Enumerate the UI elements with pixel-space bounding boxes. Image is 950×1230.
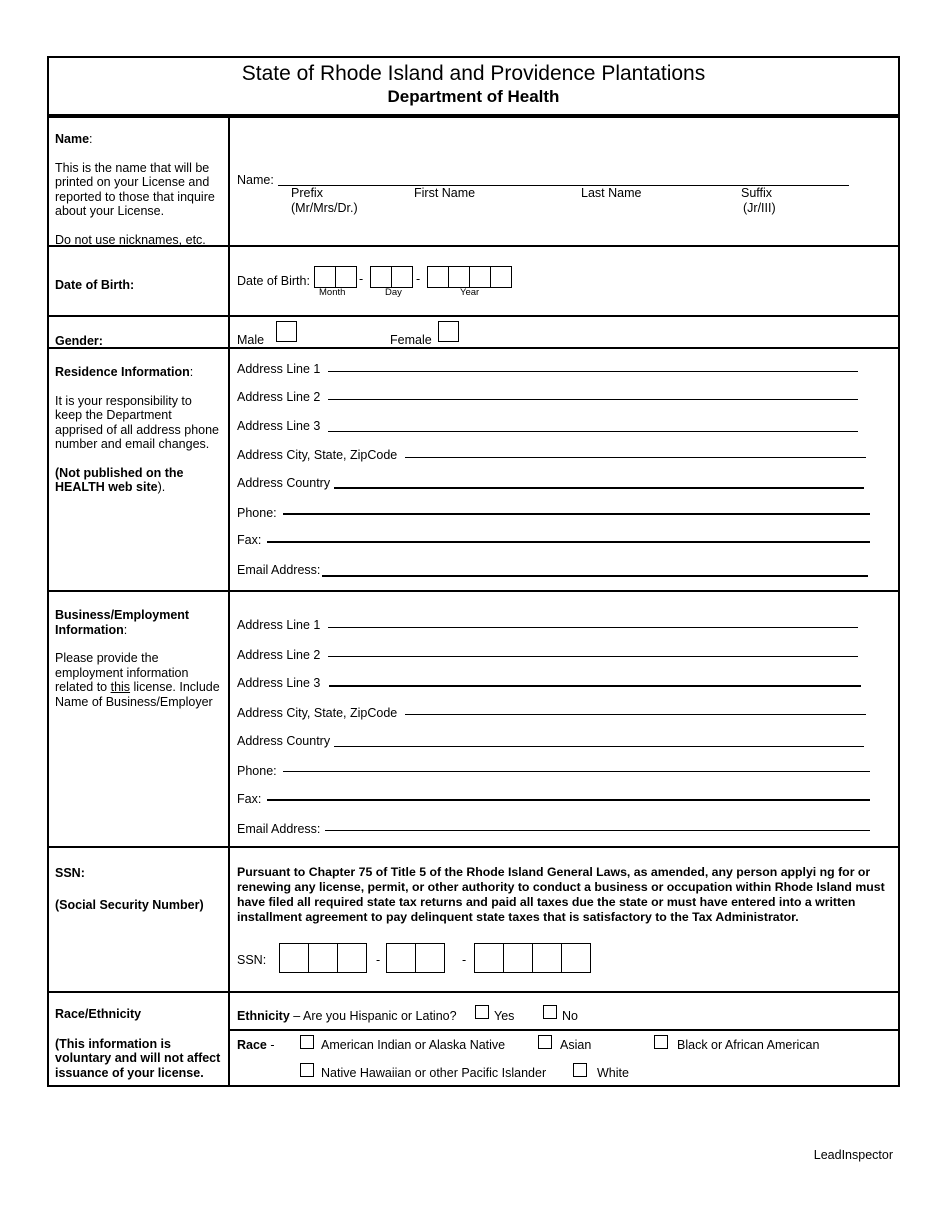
white-label: White — [597, 1066, 629, 1080]
dob-dash-1: - — [359, 272, 364, 286]
res-address-line-3-label: Address Line 3 — [237, 419, 321, 433]
suffix-label: Suffix — [741, 186, 773, 200]
bus-address-line-3-input[interactable] — [329, 685, 861, 687]
form-header — [49, 58, 898, 118]
dob-year-label: Year — [460, 287, 480, 298]
female-checkbox[interactable] — [438, 321, 459, 342]
name-note: Do not use nicknames, etc. — [55, 232, 206, 247]
res-address-line-1-label: Address Line 1 — [237, 362, 321, 376]
native-hawaiian-label: Native Hawaiian or other Pacific Islander — [321, 1066, 547, 1080]
name-label-cell — [49, 118, 230, 245]
business-description-1: Please provide the employment information related to — [55, 651, 189, 694]
ssn-box-5[interactable] — [415, 943, 445, 973]
res-phone-label: Phone: — [237, 506, 277, 520]
dob-year-box-4[interactable] — [490, 266, 512, 288]
ssn-box-9[interactable] — [561, 943, 591, 973]
residence-note: (Not published on the HEALTH web site — [55, 465, 184, 494]
ssn-dash-2: - — [462, 953, 467, 967]
race-divider — [230, 1029, 898, 1031]
dob-year-box-2[interactable] — [448, 266, 470, 288]
dob-day-label: Day — [385, 287, 402, 298]
residence-row — [49, 349, 898, 592]
ssn-dash-1: - — [376, 953, 381, 967]
bus-address-line-1-input[interactable] — [328, 627, 858, 628]
gender-row — [49, 317, 898, 349]
bus-city-state-zip-input[interactable] — [405, 714, 866, 715]
ssn-box-4[interactable] — [386, 943, 416, 973]
res-address-line-2-input[interactable] — [328, 399, 858, 400]
bus-address-line-2-label: Address Line 2 — [237, 648, 321, 662]
footer-form-code: LeadInspector — [813, 1148, 893, 1162]
residence-field-cell — [230, 349, 898, 590]
black-african-american-label: Black or African American — [677, 1038, 820, 1052]
male-checkbox[interactable] — [276, 321, 297, 342]
gender-heading: Gender: — [55, 334, 103, 348]
female-label: Female — [390, 333, 432, 347]
race-ethnicity-row — [49, 993, 898, 1087]
ssn-box-7[interactable] — [503, 943, 533, 973]
res-fax-input[interactable] — [267, 541, 870, 543]
gender-label-cell — [49, 317, 230, 347]
ssn-box-8[interactable] — [532, 943, 562, 973]
race-label-cell — [49, 993, 230, 1087]
ssn-box-3[interactable] — [337, 943, 367, 973]
bus-fax-input[interactable] — [267, 799, 870, 801]
form-subtitle: Department of Health — [387, 87, 560, 106]
native-hawaiian-checkbox[interactable] — [300, 1063, 314, 1077]
dob-year-box-1[interactable] — [427, 266, 449, 288]
res-city-state-zip-label: Address City, State, ZipCode — [237, 448, 398, 462]
dob-row — [49, 247, 898, 317]
dob-label-cell — [49, 247, 230, 315]
hispanic-no-checkbox[interactable] — [543, 1005, 557, 1019]
gender-field-cell — [230, 317, 898, 347]
dob-field-cell — [230, 247, 898, 315]
bus-phone-label: Phone: — [237, 764, 277, 778]
dob-dash-2: - — [416, 272, 421, 286]
res-email-label: Email Address: — [237, 563, 321, 577]
bus-fax-label: Fax: — [237, 792, 262, 806]
ssn-label-cell — [49, 848, 230, 991]
bus-phone-input[interactable] — [283, 771, 870, 772]
ssn-heading: SSN: — [55, 866, 85, 880]
suffix-hint: (Jr/III) — [743, 201, 776, 215]
dob-day-box-1[interactable] — [370, 266, 392, 288]
bus-city-state-zip-label: Address City, State, ZipCode — [237, 706, 398, 720]
race-heading: Race/Ethnicity — [55, 1007, 142, 1021]
residence-note-end: ). — [157, 480, 166, 494]
tax-compliance-statement: Pursuant to Chapter 75 of Title 5 of the Rhode Island General Laws, as amended, any person applyi ng for or renewing any license, permit, or other authority to conduct a business or occupation within Rhode Island must have filed all required state tax returns and paid all taxes due the state or must have entered into a written installment agreement to pay delinquent state taxes that is satisfactory to the Tax Administrator. — [237, 865, 885, 924]
last-name-label: Last Name — [581, 186, 642, 200]
race-voluntary-note: (This information is voluntary and will not affect issuance of your license. — [55, 1036, 221, 1080]
bus-country-label: Address Country — [237, 734, 331, 748]
dob-month-box-1[interactable] — [314, 266, 336, 288]
business-description-underlined: this — [110, 680, 131, 694]
dob-year-box-3[interactable] — [469, 266, 491, 288]
american-indian-label: American Indian or Alaska Native — [321, 1038, 506, 1052]
ssn-row — [49, 848, 898, 993]
ssn-subheading: (Social Security Number) — [55, 897, 204, 912]
residence-heading: Residence Information — [55, 365, 190, 379]
license-form — [47, 56, 900, 1087]
business-label-cell — [49, 592, 230, 846]
asian-label: Asian — [560, 1038, 592, 1052]
bus-address-line-3-label: Address Line 3 — [237, 676, 321, 690]
name-field-cell — [230, 118, 898, 245]
dob-day-box-2[interactable] — [391, 266, 413, 288]
male-label: Male — [237, 333, 265, 347]
bus-address-line-2-input[interactable] — [328, 656, 858, 657]
white-checkbox[interactable] — [573, 1063, 587, 1077]
name-row — [49, 118, 898, 247]
hispanic-yes-checkbox[interactable] — [475, 1005, 489, 1019]
ethnicity-question: – Are you Hispanic or Latino? — [289, 1009, 457, 1023]
dob-field-label: Date of Birth: — [237, 274, 310, 288]
dob-month-label: Month — [319, 287, 346, 298]
residence-description: It is your responsibility to keep the Department apprised of all address phone number and email changes. — [55, 393, 220, 451]
race-field-cell — [230, 993, 898, 1087]
res-country-label: Address Country — [237, 476, 331, 490]
name-heading: Name — [55, 132, 90, 146]
hispanic-yes-label: Yes — [494, 1009, 515, 1023]
bus-email-input[interactable] — [325, 830, 870, 831]
business-row — [49, 592, 898, 848]
prefix-hint: (Mr/Mrs/Dr.) — [291, 201, 358, 215]
bus-address-line-1-label: Address Line 1 — [237, 618, 321, 632]
race-dash: - — [266, 1038, 275, 1052]
res-address-line-2-label: Address Line 2 — [237, 390, 321, 404]
dob-month-box-2[interactable] — [335, 266, 357, 288]
res-phone-input[interactable] — [283, 513, 870, 515]
hispanic-no-label: No — [562, 1009, 578, 1023]
bus-email-label: Email Address: — [237, 822, 321, 836]
residence-heading-colon: : — [189, 365, 194, 379]
name-description: This is the name that will be printed on your License and reported to those that inquire about your License. — [55, 160, 215, 218]
black-african-american-checkbox[interactable] — [654, 1035, 668, 1049]
business-heading: Business/Employment Information — [55, 608, 190, 637]
ssn-field-label: SSN: — [237, 953, 267, 967]
race-label: Race — [237, 1038, 267, 1052]
name-field-label: Name: — [237, 173, 274, 187]
business-heading-colon: : — [123, 622, 128, 637]
res-email-input[interactable] — [322, 575, 868, 577]
ssn-box-2[interactable] — [308, 943, 338, 973]
residence-label-cell — [49, 349, 230, 590]
res-city-state-zip-input[interactable] — [405, 457, 866, 458]
res-address-line-3-input[interactable] — [328, 431, 858, 432]
american-indian-checkbox[interactable] — [300, 1035, 314, 1049]
business-description-2: license. Include Name of Business/Employer — [55, 680, 220, 709]
ssn-box-6[interactable] — [474, 943, 504, 973]
first-name-label: First Name — [414, 186, 476, 200]
res-address-line-1-input[interactable] — [328, 371, 858, 372]
res-country-input[interactable] — [334, 487, 864, 489]
res-fax-label: Fax: — [237, 533, 262, 547]
asian-checkbox[interactable] — [538, 1035, 552, 1049]
dob-heading: Date of Birth: — [55, 278, 135, 292]
form-title: State of Rhode Island and Providence Plantations — [241, 62, 706, 85]
bus-country-input[interactable] — [334, 746, 864, 747]
ethnicity-label: Ethnicity — [237, 1009, 290, 1023]
ssn-box-1[interactable] — [279, 943, 309, 973]
business-field-cell — [230, 592, 898, 846]
prefix-label: Prefix — [291, 186, 323, 200]
ssn-field-cell — [230, 848, 898, 991]
name-heading-colon: : — [89, 132, 93, 146]
